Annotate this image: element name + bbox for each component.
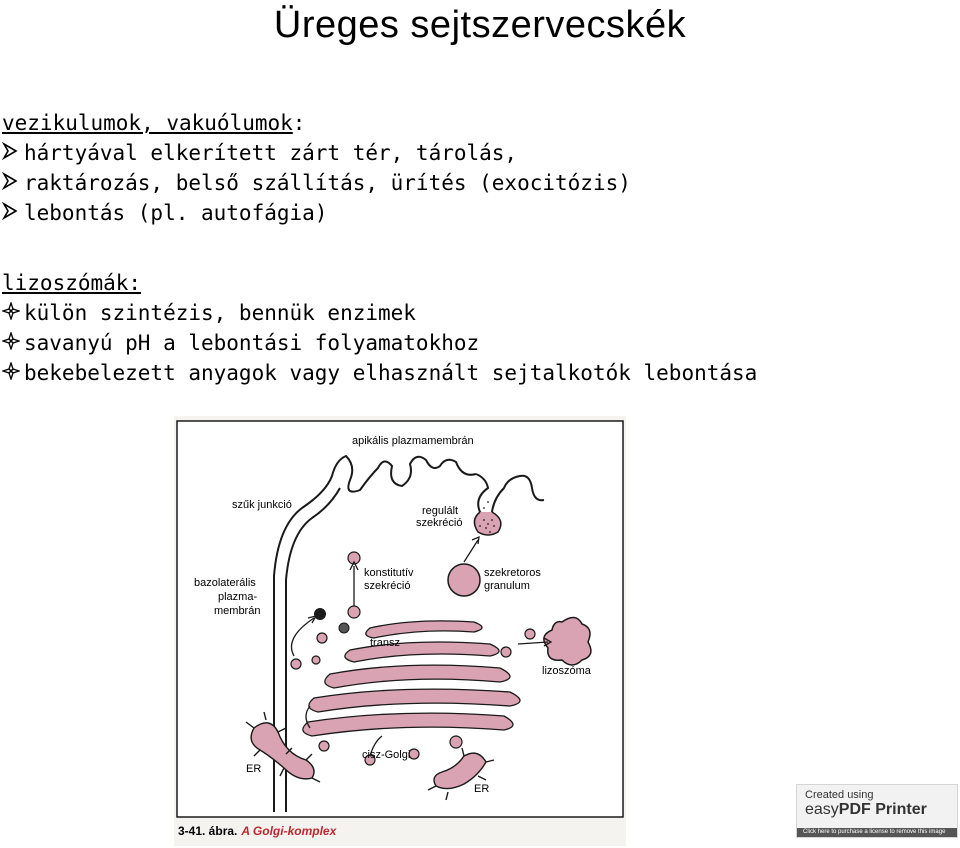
golgi-complex-figure — [174, 416, 626, 846]
label-basolateral-3: membrán — [214, 605, 261, 617]
easypdf-watermark[interactable]: Created using easyPDF Printer Click here to purchase a license to remove this image — [796, 784, 958, 838]
label-basolateral-2: plazma- — [218, 591, 258, 603]
label-regulated-secretion-2: szekréció — [416, 517, 463, 529]
section-heading: vezikulumok, vakuólumok : — [2, 111, 306, 135]
label-secretory-granule: szekretoros — [484, 567, 541, 579]
page-title: Üreges sejtszervecskék — [273, 4, 687, 46]
list-item: bekebelezett anyagok vagy elhasznált sejtalkotók lebontása — [2, 358, 757, 388]
label-trans-golgi: transz — [370, 637, 400, 649]
list-item: lebontás (pl. autofágia) — [2, 198, 631, 228]
section-lysosomes — [2, 268, 757, 388]
label-basolateral: bazolaterális — [194, 577, 256, 589]
label-er-right: ER — [474, 783, 490, 795]
figure-caption: 3-41. ábra. A Golgi-komplex — [178, 824, 337, 838]
diamond-bullet-icon — [2, 358, 24, 388]
diamond-bullet-icon — [2, 298, 24, 328]
section-vesicles — [2, 108, 631, 228]
label-apical-membrane: apikális plazmamembrán — [352, 435, 474, 447]
secretory-granule — [448, 564, 480, 596]
watermark-purchase-link[interactable]: Click here to purchase a license to remove this image — [797, 828, 957, 837]
section-heading: lizoszómák: — [2, 271, 142, 295]
label-tight-junction: szűk junkció — [232, 499, 292, 511]
list-item: savanyú pH a lebontási folyamatokhoz — [2, 328, 757, 358]
list-item: hártyával elkerített zárt tér, tárolás, — [2, 138, 631, 168]
arrowhead-bullet-icon — [2, 168, 24, 198]
arrowhead-bullet-icon — [2, 198, 24, 228]
label-constitutive-2: szekréció — [364, 580, 411, 592]
label-regulated-secretion: regulált — [422, 505, 459, 517]
list-item: raktározás, belső szállítás, ürítés (exocitózis) — [2, 168, 631, 198]
label-secretory-granule-2: granulum — [484, 580, 530, 592]
label-constitutive: konstitutív — [364, 567, 414, 579]
label-lysosome: lizoszóma — [542, 665, 591, 677]
label-er-left: ER — [246, 763, 262, 775]
dark-vesicle — [314, 608, 326, 620]
label-cis-golgi: cisz-Golgi — [362, 749, 411, 761]
arrowhead-bullet-icon — [2, 138, 24, 168]
list-item: külön szintézis, bennük enzimek — [2, 298, 757, 328]
dark-vesicle — [339, 623, 349, 633]
diamond-bullet-icon — [2, 328, 24, 358]
